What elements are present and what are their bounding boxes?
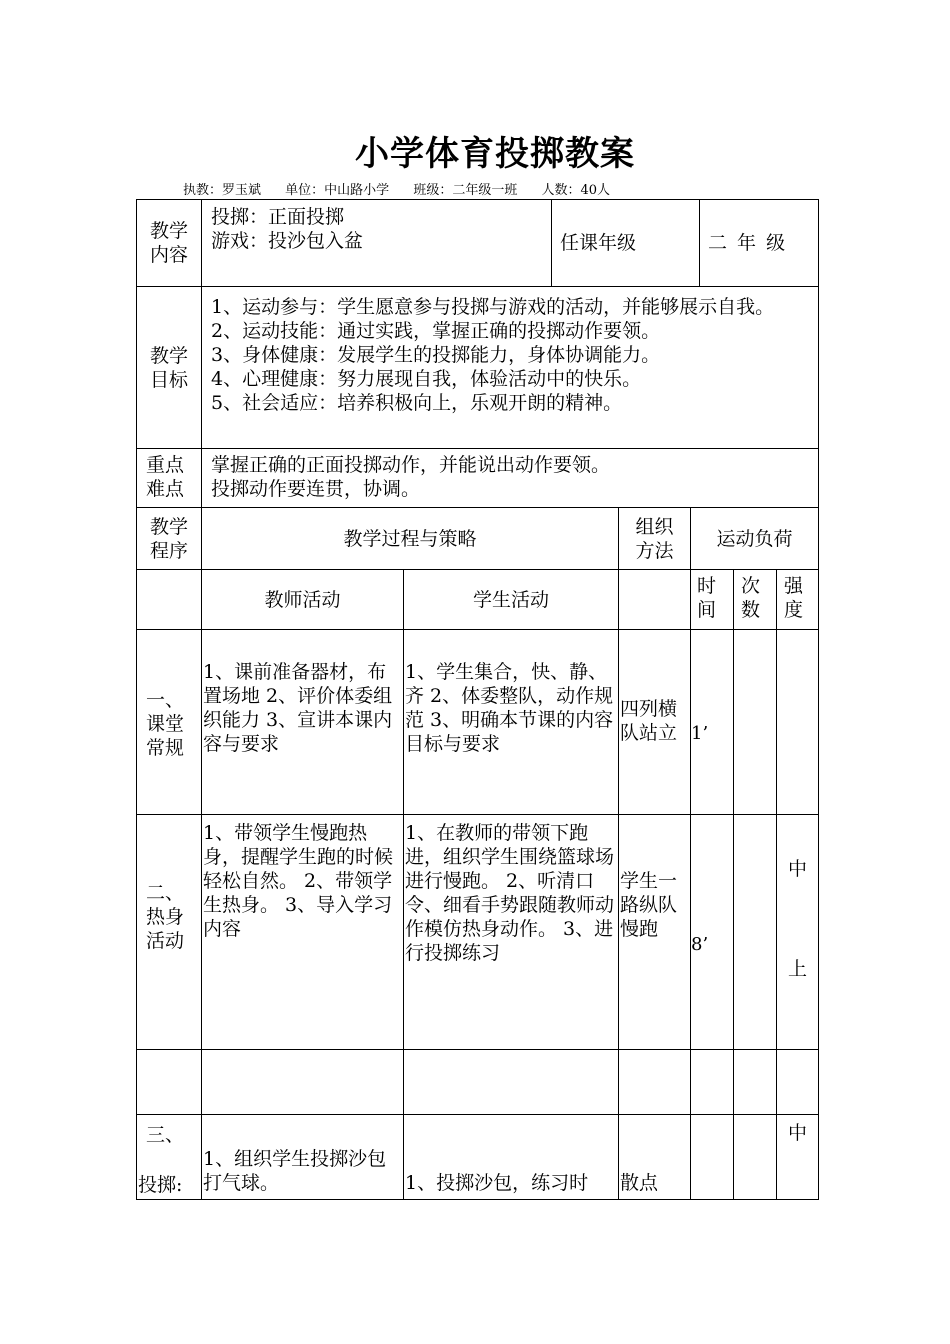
section-student-activity: 1、学生集合，快、静、齐 2、体委整队，动作规范 3、明确本节课的内容目标与要求 xyxy=(403,629,619,815)
keypoints-label: 重点难点 xyxy=(136,448,202,508)
section-name: 二、热身活动 xyxy=(136,814,202,1050)
class-info: 班级：二年级一班 xyxy=(413,183,518,198)
section-name xyxy=(136,1114,202,1200)
section-student-activity: 1、在教师的带领下跑进，组织学生围绕篮球场进行慢跑。 2、听清口令、细看手势跟随教师动作模仿热身动作。 3、进行投掷练习 xyxy=(403,814,619,1050)
section-teacher-activity: 1、带领学生慢跑热身，提醒学生跑的时候轻松自然。 2、带领学生热身。 3、导入学习内容 xyxy=(201,814,404,1050)
header-teacher-activity: 教师活动 xyxy=(201,569,404,630)
section-intensity xyxy=(776,629,819,815)
grade-label: 任课年级 xyxy=(551,199,700,287)
goal-line: 5、社会适应：培养积极向上，乐观开朗的精神。 xyxy=(211,392,623,414)
goal-line: 4、心理健康：努力展现自我，体验活动中的快乐。 xyxy=(211,368,642,390)
header-blank xyxy=(136,569,202,630)
empty-cell xyxy=(136,1049,202,1115)
empty-cell xyxy=(201,1049,404,1115)
section-name: 一、课堂常规 xyxy=(136,629,202,815)
section-org-method: 散点 xyxy=(618,1114,691,1200)
keypoint-line: 投掷动作要连贯，协调。 xyxy=(211,478,421,500)
page-title: 小学体育投掷教案 xyxy=(355,134,635,174)
header-intensity: 强度 xyxy=(776,569,819,630)
section-name-bottom: 投掷: xyxy=(138,1174,183,1196)
section-teacher-activity: 1、课前准备器材，布置场地 2、评价体委组织能力 3、宣讲本课内容与要求 xyxy=(201,629,404,815)
lesson-meta xyxy=(183,179,630,198)
content-line: 游戏：投沙包入盆 xyxy=(211,230,364,252)
teacher-info: 执教：罗玉斌 xyxy=(183,183,262,198)
count-info: 人数：40人 xyxy=(541,183,611,198)
header-student-activity: 学生活动 xyxy=(403,569,619,630)
section-teacher-activity: 1、组织学生投掷沙包打气球。 xyxy=(201,1114,404,1200)
empty-cell xyxy=(690,1049,734,1115)
section-reps xyxy=(733,1114,777,1200)
content-label: 教学内容 xyxy=(136,199,202,287)
grade-value: 二 年 级 xyxy=(699,199,819,287)
goals-label: 教学目标 xyxy=(136,286,202,449)
goals-lines xyxy=(201,286,819,449)
section-intensity xyxy=(776,814,819,1050)
section-reps xyxy=(733,814,777,1050)
header-load: 运动负荷 xyxy=(690,507,819,570)
content-lines xyxy=(201,199,552,287)
empty-cell xyxy=(733,1049,777,1115)
header-reps: 次数 xyxy=(733,569,777,630)
unit-info: 单位：中山路小学 xyxy=(285,183,390,198)
empty-cell xyxy=(776,1049,819,1115)
content-line: 投掷：正面投掷 xyxy=(211,206,345,228)
header-org: 组织方法 xyxy=(618,507,691,570)
header-org-blank xyxy=(618,569,691,630)
section-time: 8’ xyxy=(690,814,734,1050)
header-process: 教学过程与策略 xyxy=(201,507,619,570)
section-student-activity: 1、投掷沙包，练习时 xyxy=(403,1114,619,1200)
section-time: 1’ xyxy=(690,629,734,815)
header-time: 时间 xyxy=(690,569,734,630)
keypoint-line: 掌握正确的正面投掷动作，并能说出动作要领。 xyxy=(211,454,611,476)
header-order: 教学程序 xyxy=(136,507,202,570)
empty-cell xyxy=(618,1049,691,1115)
section-intensity: 中 xyxy=(776,1114,819,1200)
section-time xyxy=(690,1114,734,1200)
goal-line: 3、身体健康：发展学生的投掷能力，身体协调能力。 xyxy=(211,344,661,366)
goal-line: 2、运动技能：通过实践，掌握正确的投掷动作要领。 xyxy=(211,320,661,342)
section-org-method: 学生一路纵队慢跑 xyxy=(618,814,691,1050)
section-name-top: 三、 xyxy=(146,1124,185,1146)
intensity-bottom: 上 xyxy=(787,958,807,980)
section-reps xyxy=(733,629,777,815)
keypoints-lines xyxy=(201,448,819,508)
section-org-method: 四列横队站立 xyxy=(618,629,691,815)
goal-line: 1、运动参与：学生愿意参与投掷与游戏的活动，并能够展示自我。 xyxy=(211,296,775,318)
intensity-top: 中 xyxy=(787,858,807,880)
empty-cell xyxy=(403,1049,619,1115)
